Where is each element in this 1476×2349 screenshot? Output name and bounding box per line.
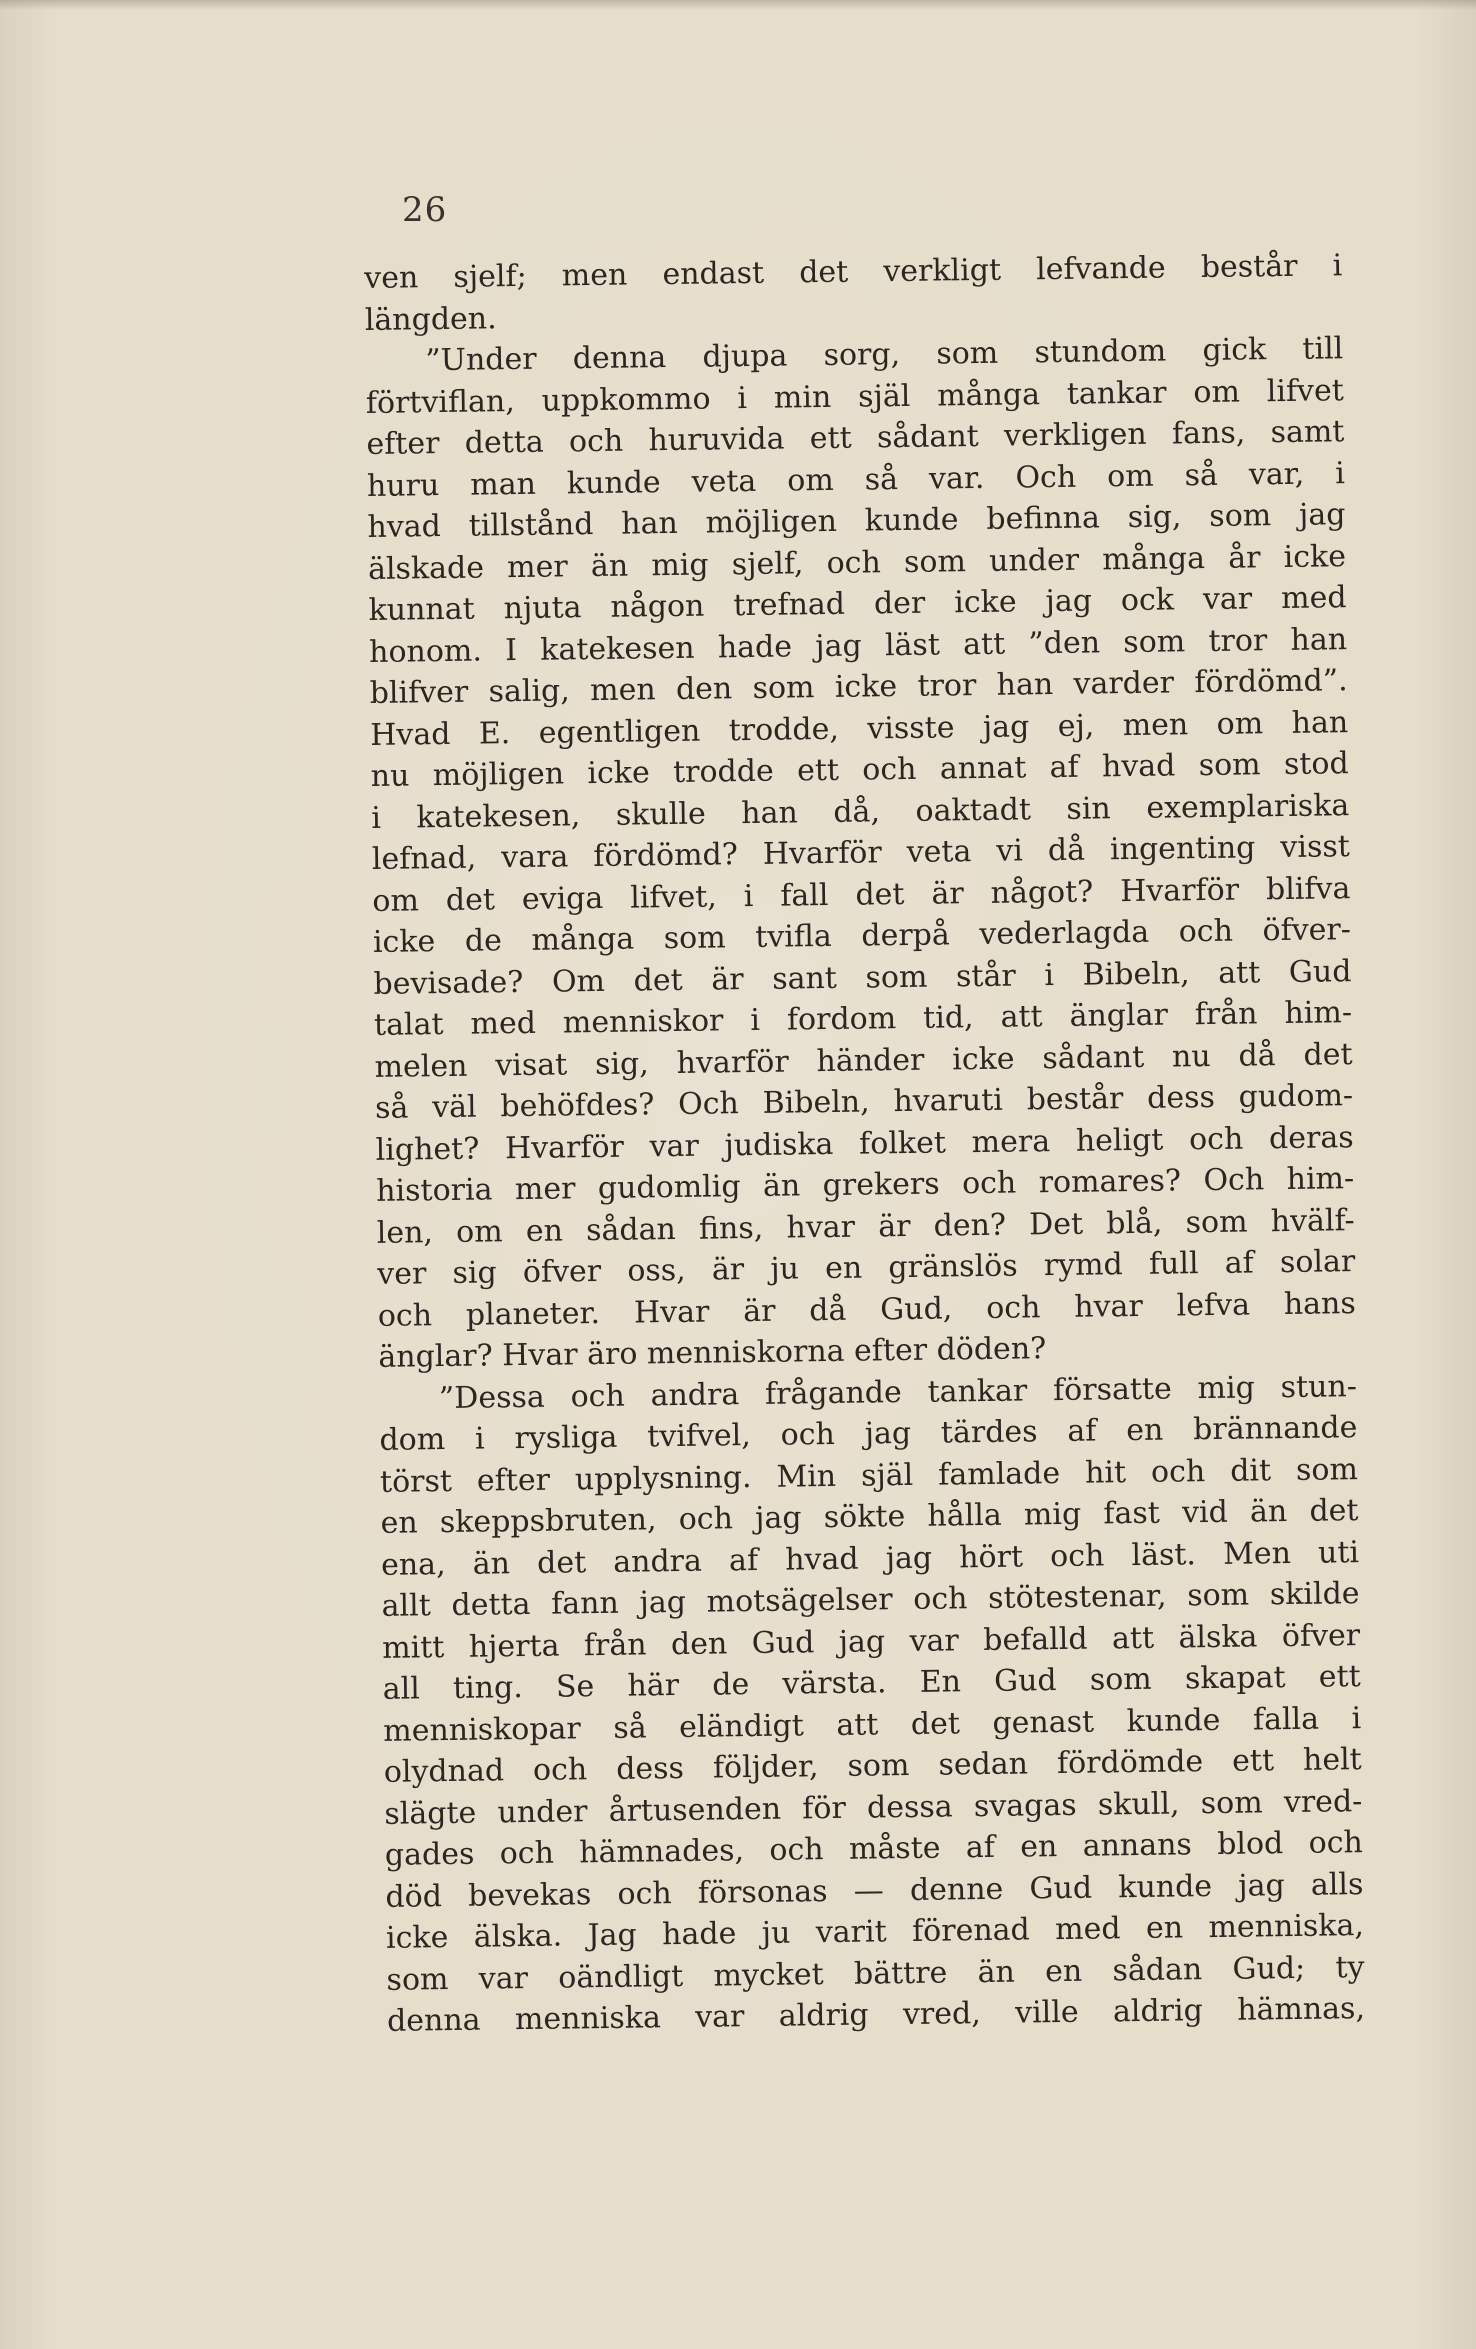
text-line: denna menniska var aldrig vred, ville aldrig hämnas, (386, 1991, 1366, 2039)
text-line: förtviflan, uppkommo i min själ många tankar om lifvet (365, 372, 1345, 421)
text-line: ven sjelf; men endast det verkligt lefvande består i (364, 248, 1343, 296)
text-line: kunnat njuta någon trefnad der icke jag ock var med (368, 580, 1347, 628)
text-line: om det eviga lifvet, i fall det är något? Hvarför blifva (372, 870, 1351, 919)
text-line: huru man kunde veta om så var. Och om så var, i (366, 455, 1346, 504)
page-top-edge (0, 0, 1476, 10)
text-line: icke älska. Jag hade ju varit förenad med en menniska, (385, 1908, 1365, 1956)
text-line: blifver salig, men den som icke tror han varder fördömd”. (369, 663, 1348, 711)
text-line: död bevekas och försonas — denne Gud kunde jag alls (385, 1866, 1364, 1915)
text-line: len, om en sådan fins, hvar är den? Det blå, som hvälf- (376, 1202, 1355, 1251)
text-line: talat med menniskor i fordom tid, att änglar från him- (373, 995, 1353, 1043)
text-line: som var oändligt mycket bättre än en sådan Gud; ty (386, 1949, 1365, 1998)
text-line: allt detta fann jag motsägelser och stötestenar, som skilde (381, 1576, 1360, 1624)
text-line: all ting. Se här de värsta. En Gud som skapat ett (382, 1659, 1361, 1707)
text-line: dom i rysliga tvifvel, och jag tärdes af en brännande (379, 1410, 1358, 1458)
text-line: slägte under årtusenden för dessa svagas skull, som vred- (384, 1783, 1363, 1832)
text-line: menniskopar så eländigt att det genast kunde falla i (383, 1700, 1362, 1749)
text-line: i katekesen, skulle han då, oaktadt sin exemplariska (371, 787, 1350, 836)
text-line: änglar? Hvar äro menniskorna efter döden? (378, 1331, 1047, 1375)
text-line: ”Dessa och andra frågande tankar försatte mig stun- (438, 1368, 1358, 1416)
text-line: Hvad E. egentligen trodde, visste jag ej, men om han (370, 704, 1349, 753)
text-line: historia mer gudomlig än grekers och romares? Och him- (375, 1161, 1355, 1209)
text-line: melen visat sig, hvarför händer icke sådant nu då det (374, 1036, 1353, 1085)
text-line: gades och hämnades, och måste af en annans blod och (384, 1825, 1364, 1873)
text-line: efter detta och huruvida ett sådant verkligen fans, samt (366, 414, 1345, 462)
body-text (364, 245, 1365, 2042)
text-line: lighet? Hvarför var judiska folket mera heligt och deras (375, 1119, 1354, 1168)
text-line: icke de många som tvifla derpå vederlagda och öfver- (372, 912, 1352, 960)
text-line: ”Under denna djupa sorg, som stundom gick till (425, 331, 1344, 379)
text-line: ver sig öfver oss, är ju en gränslös rymd full af solar (377, 1244, 1356, 1292)
text-line: och planeter. Hvar är då Gud, och hvar lefva hans (377, 1285, 1356, 1334)
text-line: olydnad och dess följder, som sedan fördömde ett helt (383, 1742, 1362, 1790)
text-line: lefnad, vara fördömd? Hvarför veta vi då ingenting visst (371, 829, 1351, 877)
text-line: honom. I katekesen hade jag läst att ”den som tror han (368, 621, 1348, 670)
page-number: 26 (402, 190, 448, 230)
text-line: längden. (364, 300, 497, 338)
text-line: hvad tillstånd han möjligen kunde befinna sig, som jag (367, 497, 1346, 545)
text-line: älskade mer än mig sjelf, och som under många år icke (367, 538, 1347, 587)
text-line: törst efter upplysning. Min själ famlade hit och dit som (379, 1451, 1359, 1500)
text-line: nu möjligen icke trodde ett och annat af hvad som stod (370, 746, 1349, 794)
text-line: bevisade? Om det är sant som står i Bibeln, att Gud (373, 953, 1352, 1002)
text-line: ena, än det andra af hvad jag hört och läst. Men uti (380, 1534, 1360, 1583)
text-line: så väl behöfdes? Och Bibeln, hvaruti består dess gudom- (374, 1078, 1354, 1126)
text-line: en skeppsbruten, och jag sökte hålla mig fast vid än det (380, 1493, 1359, 1541)
text-line: mitt hjerta från den Gud jag var befalld att älska öfver (381, 1617, 1361, 1666)
